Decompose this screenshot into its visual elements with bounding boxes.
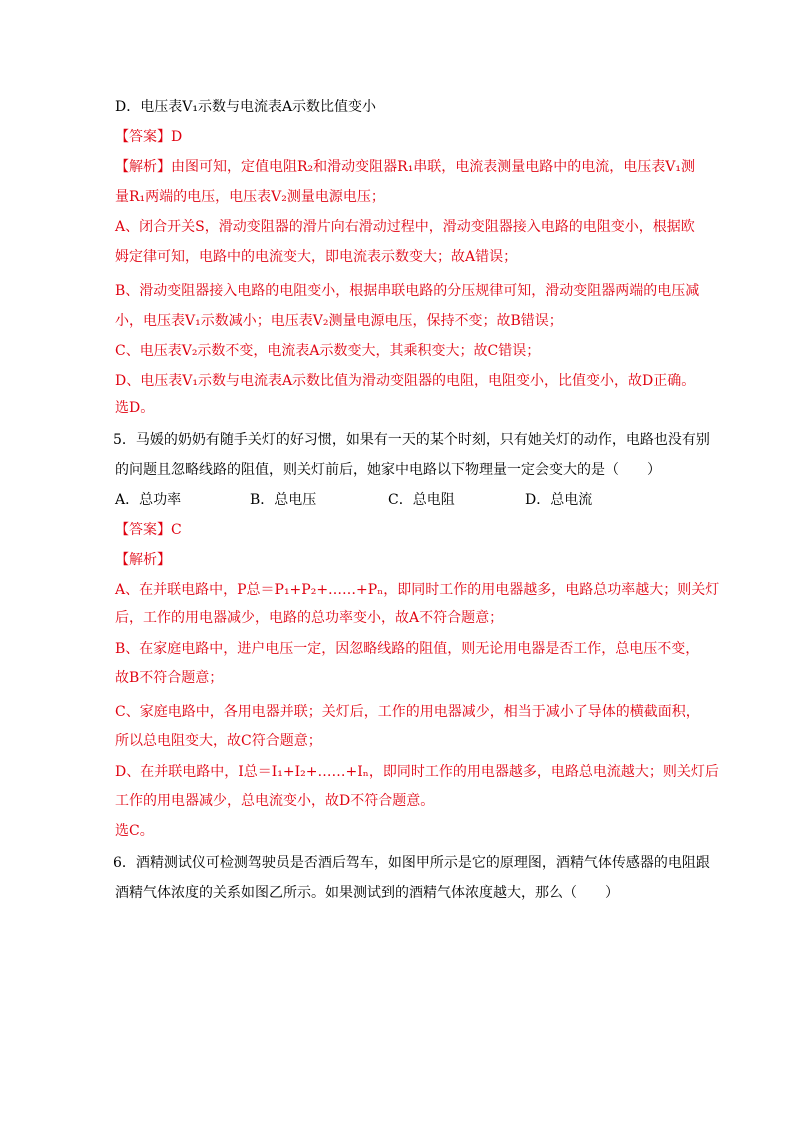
q4-conclusion: 选D。 [115, 400, 155, 416]
q5-analysis-line: A、在并联电路中，P总＝P₁+P₂+……+Pₙ，即同时工作的用电器越多，电路总功率越大；则关灯 [115, 582, 720, 598]
q4-option-d: D．电压表V₁示数与电流表A示数比值变小 [115, 99, 377, 115]
q5-analysis-line: B、在家庭电路中，进户电压一定，因忽略线路的阻值，则无论用电器是否工作，总电压不变， [115, 641, 700, 657]
q4-analysis-line: 姆定律可知，电路中的电流变大，即电流表示数变大；故A错误； [115, 249, 518, 265]
q5-stem-line: 的问题且忽略线路的阻值，则关灯前后，她家中电路以下物理量一定会变大的是（ ） [115, 462, 661, 478]
q5-analysis-line: 故B不符合题意； [115, 670, 224, 686]
q5-conclusion: 选C。 [115, 823, 154, 839]
q4-answer: 【答案】D [115, 129, 183, 145]
q4-analysis-line: C、电压表V₂示数不变，电流表A示数变大，其乘积变大；故C错误； [115, 343, 541, 359]
q6-stem-line: 酒精气体浓度的关系如图乙所示。如果测试到的酒精气体浓度越大，那么（ ） [115, 885, 619, 901]
q5-analysis-line: 后，工作的用电器减少，电路的总功率变小，故A不符合题意； [115, 610, 504, 626]
q4-analysis-line: B、滑动变阻器接入电路的电阻变小，根据串联电路的分压规律可知，滑动变阻器两端的电压减 [115, 283, 700, 299]
q5-option-d: D．总电流 [525, 492, 593, 508]
q5-analysis-title: 【解析】 [115, 552, 171, 568]
q5-analysis-line: C、家庭电路中，各用电器并联；关灯后，工作的用电器减少，相当于减小了导体的横截面积， [115, 704, 700, 720]
q5-analysis-line: 工作的用电器减少，总电流变小，故D不符合题意。 [115, 793, 435, 809]
q4-analysis-line: A、闭合开关S，滑动变阻器的滑片向右滑动过程中，滑动变阻器接入电路的电阻变小，根据欧 [115, 219, 695, 235]
q5-analysis-line: 所以总电阻变大，故C符合题意； [115, 733, 322, 749]
q5-option-a: A．总功率 [115, 492, 182, 508]
q5-answer: 【答案】C [115, 522, 182, 538]
q5-option-c: C．总电阻 [388, 492, 455, 508]
q4-analysis-line: D、电压表V₁示数与电流表A示数比值为滑动变阻器的电阻，电阻变小，比值变小，故D正确。 [115, 373, 696, 389]
q5-stem-line: 5．马媛的奶奶有随手关灯的好习惯，如果有一天的某个时刻，只有她关灯的动作，电路也没有别 [113, 432, 710, 448]
q4-analysis-line: 量R₁两端的电压，电压表V₂测量电源电压； [115, 189, 385, 205]
q6-stem-line: 6．酒精测试仪可检测驾驶员是否酒后驾车，如图甲所示是它的原理图，酒精气体传感器的电阻跟 [113, 855, 710, 871]
q5-option-b: B．总电压 [250, 492, 317, 508]
q4-analysis-line: 小，电压表V₁示数减小；电压表V₂测量电源电压，保持不变；故B错误； [115, 313, 563, 329]
q4-analysis-line: 【解析】由图可知，定值电阻R₂和滑动变阻器R₁串联，电流表测量电路中的电流，电压表V₁测 [115, 159, 696, 175]
q5-analysis-line: D、在并联电路中，I总＝I₁+I₂+……+Iₙ，即同时工作的用电器越多，电路总电流越大；则关灯后 [115, 764, 719, 780]
